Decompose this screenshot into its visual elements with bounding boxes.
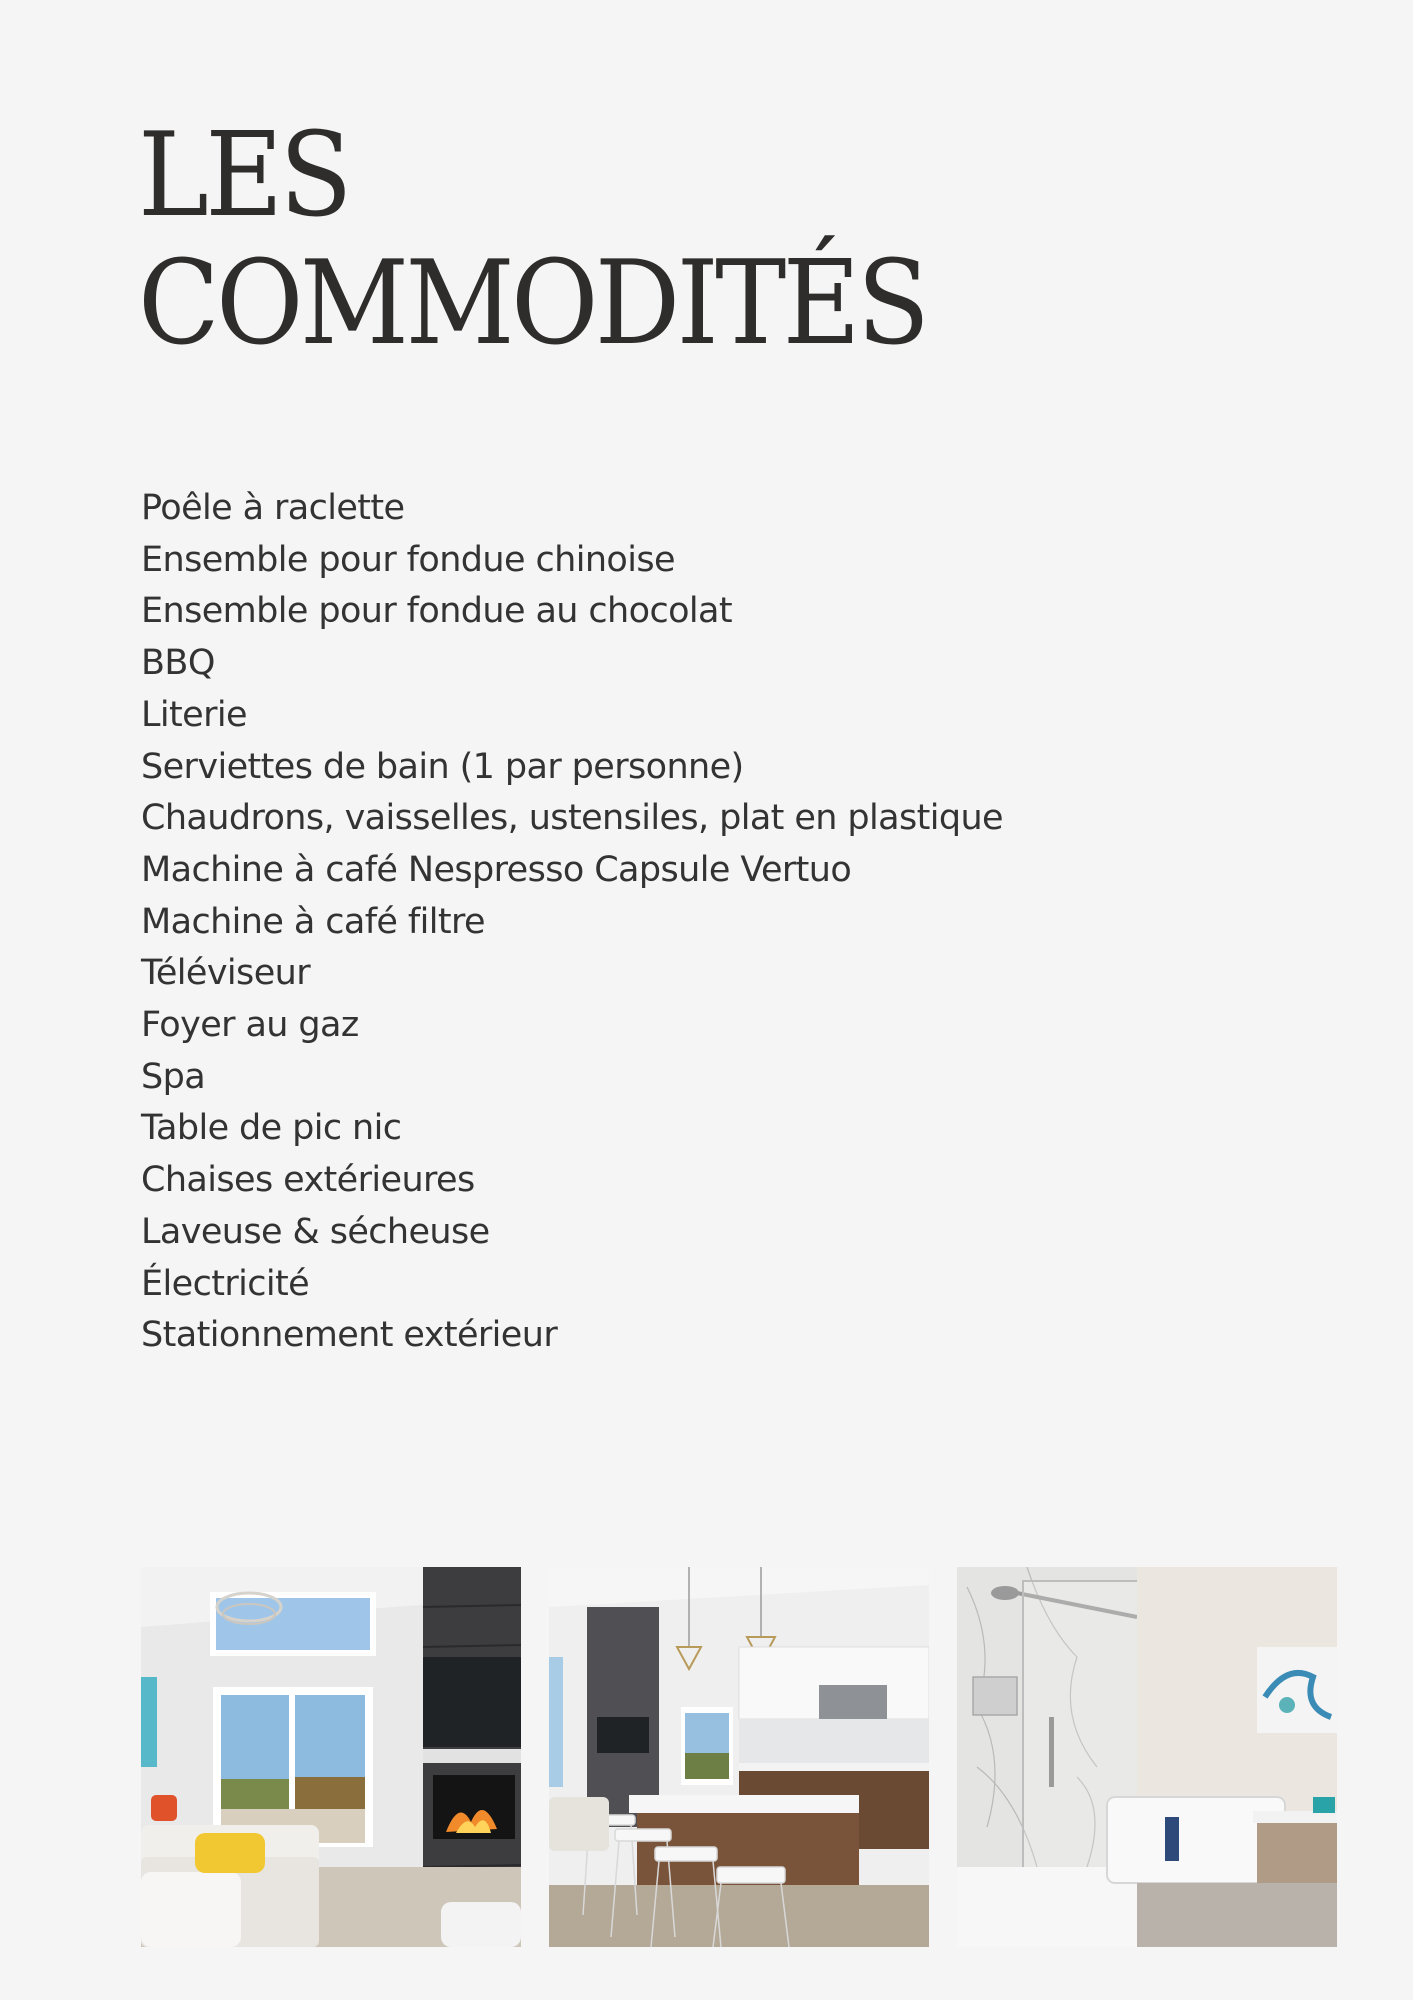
list-item: Serviettes de bain (1 par personne) [141, 746, 744, 787]
list-item: Ensemble pour fondue chinoise [141, 539, 675, 580]
kitchen-photo [549, 1567, 929, 1947]
list-item: Chaises extérieures [141, 1160, 475, 1201]
list-item: BBQ [141, 643, 215, 684]
list-item: Poêle à raclette [141, 488, 405, 528]
list-item: Literie [141, 694, 247, 735]
list-item: Table de pic nic [141, 1108, 402, 1149]
list-item: Foyer au gaz [141, 1005, 359, 1046]
list-item: Ensemble pour fondue au chocolat [141, 591, 733, 632]
living-room-photo [141, 1567, 521, 1947]
list-item: Spa [141, 1056, 206, 1097]
photo-gallery [141, 1567, 1337, 1947]
list-item: Stationnement extérieur [141, 1315, 558, 1356]
list-item: Électricité [141, 1263, 310, 1304]
page-title [138, 108, 927, 371]
list-item: Téléviseur [141, 953, 311, 994]
amenities-list [141, 483, 1003, 1362]
page-title-line-1: LES [138, 108, 349, 243]
list-item: Chaudrons, vaisselles, ustensiles, plat en plastique [141, 798, 1003, 839]
list-item: Machine à café filtre [141, 901, 485, 942]
list-item: Laveuse & sécheuse [141, 1211, 490, 1252]
list-item: Machine à café Nespresso Capsule Vertuo [141, 849, 852, 890]
page-title-line-2: COMMODITÉS [138, 236, 927, 371]
bathroom-photo [957, 1567, 1337, 1947]
